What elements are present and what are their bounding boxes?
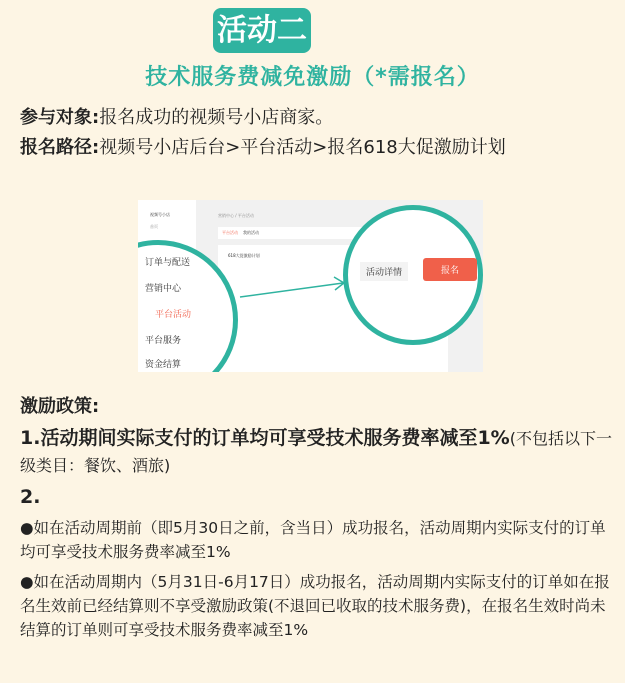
policy-title: 激励政策: — [20, 396, 100, 417]
menu-funds[interactable]: 资金结算 — [145, 360, 182, 370]
policy-item-2: 2. — [20, 486, 41, 508]
target-text: 报名成功的视频号小店商家。 — [99, 107, 334, 128]
tab-mine[interactable]: 我的活动 — [243, 230, 259, 235]
section-subtitle: 技术服务费减免激励（*需报名） — [145, 65, 480, 90]
menu-orders[interactable]: 订单与配送 — [145, 258, 191, 268]
path-text: 视频号小店后台>平台活动>报名618大促激励计划 — [99, 137, 506, 158]
home-link[interactable]: 首页 — [150, 224, 158, 229]
path-label: 报名路径: — [20, 137, 100, 158]
backend-screenshot — [138, 200, 483, 372]
tab-platform[interactable]: 平台活动 — [222, 230, 238, 235]
target-label: 参与对象: — [20, 107, 100, 128]
signup-button[interactable]: 报名 — [423, 258, 477, 281]
activity-detail-button[interactable]: 活动详情 — [360, 262, 408, 281]
button-zoom-circle — [343, 205, 483, 345]
menu-marketing[interactable]: 营销中心 — [145, 284, 182, 294]
policy-item-1-note: (不包括以下一级类目：餐饮、酒旅) — [20, 429, 612, 475]
menu-platform-activity[interactable]: 平台活动 — [155, 310, 192, 320]
target-line — [20, 105, 615, 131]
path-line — [20, 135, 615, 161]
breadcrumb: 营销中心 / 平台活动 — [218, 213, 254, 218]
card-title: 618大促激励计划 — [228, 253, 260, 258]
app-name: 视频号小店 — [150, 212, 170, 217]
menu-platform-service[interactable]: 平台服务 — [145, 336, 182, 346]
activity-badge: 活动二 — [213, 8, 311, 53]
policy-bullet-1: ●如在活动周期前（即5月30日之前，含当日）成功报名，活动周期内实际支付的订单均可享受技术服务费率减至1% — [20, 519, 606, 561]
policy-item-1 — [20, 425, 615, 479]
policy-bullet-2: ●如在活动周期内（5月31日-6月17日）成功报名，活动周期内实际支付的订单如在报名生效前已经结算则不享受激励政策(不退回已收取的技术服务费)，在报名生效时尚未结算的订单则可享受技术服务费率减至1% — [20, 573, 610, 639]
policy-item-1-main: 1.活动期间实际支付的订单均可享受技术服务费率减至1% — [20, 427, 510, 449]
